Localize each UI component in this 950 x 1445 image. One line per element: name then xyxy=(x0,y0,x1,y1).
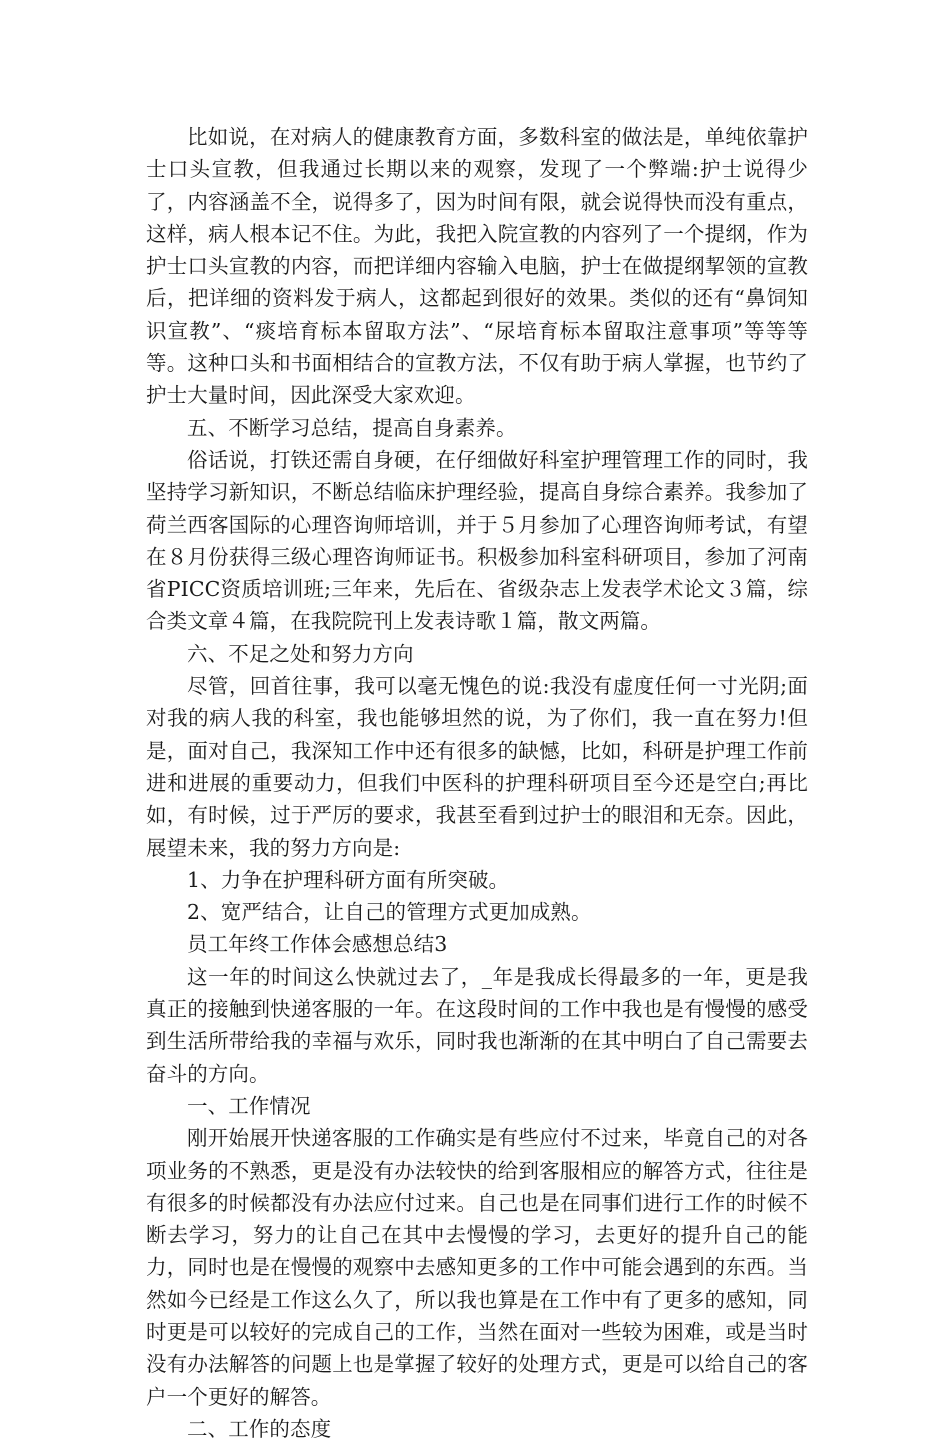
heading-work-situation: 一、工作情况 xyxy=(187,1093,311,1118)
paragraph-work-situation: 刚开始展开快递客服的工作确实是有些应付不过来，毕竟自己的对各项业务的不熟悉，更是没有办法较快的给到客服相应的解答方式，往往是有很多的时候都没有办法应付过来。自己也是在同事们进行工作的时候不断去学习，努力的让自己在其中去慢慢的学习，去更好的提升自己的能力，同时也是在慢慢的观察中去感知更多的工作中可能会遇到的东西。当然如今已经是工作这么久了，所以我也算是在工作中有了更多的感知，同时更是可以较好的完成自己的工作，当然在面对一些较为困难，或是当时没有办法解答的问题上也是掌握了较好的处理方式，更是可以给自己的客户一个更好的解答。 xyxy=(146,1126,808,1409)
list-item-goal-2: 2、宽严结合，让自己的管理方式更加成熟。 xyxy=(187,900,592,925)
paragraph-self-improvement: 俗话说，打铁还需自身硬，在仔细做好科室护理管理工作的同时，我坚持学习新知识，不断总结临床护理经验，提高自身综合素养。我参加了荷兰西客国际的心理咨询师培训，并于５月参加了心理咨询师考试，有望在８月份获得三级心理咨询师证书。积极参加科室科研项目，参加了河南省PICC资质培训班;三年来，先后在、省级杂志上发表学术论文３篇，综合类文章４篇，在我院院刊上发表诗歌１篇，散文两篇。 xyxy=(146,447,808,634)
article-title-summary-3: 员工年终工作体会感想总结3 xyxy=(187,932,448,957)
paragraph-shortcomings: 尽管，回首往事，我可以毫无愧色的说:我没有虚度任何一寸光阴;面对我的病人我的科室，我也能够坦然的说，为了你们，我一直在努力!但是，面对自己，我深知工作中还有很多的缺憾，比如，科研是护理工作前进和进展的重要动力，但我们中医科的护理科研项目至今还是空白;再比如，有时候，过于严厉的要求，我甚至看到过护士的眼泪和无奈。因此，展望未来，我的努力方向是: xyxy=(146,674,808,860)
document-body xyxy=(146,121,808,1445)
list-item-goal-1: 1、力争在护理科研方面有所突破。 xyxy=(187,867,510,892)
paragraph-year-intro: 这一年的时间这么快就过去了，_年是我成长得最多的一年，更是我真正的接触到快递客服的一年。在这段时间的工作中我也是有慢慢的感受到生活所带给我的幸福与欢乐，同时我也渐渐的在其中明白了自己需要去奋斗的方向。 xyxy=(146,964,808,1086)
heading-work-attitude: 二、工作的态度 xyxy=(187,1416,332,1441)
heading-section-five: 五、不断学习总结，提高自身素养。 xyxy=(187,415,517,440)
paragraph-health-education: 比如说，在对病人的健康教育方面，多数科室的做法是，单纯依靠护士口头宣教，但我通过长期以来的观察，发现了一个弊端:护士说得少了，内容涵盖不全，说得多了，因为时间有限，就会说得快而没有重点，这样，病人根本记不住。为此，我把入院宣教的内容列了一个提纲，作为护士口头宣教的内容，而把详细内容输入电脑，护士在做提纲挈领的宣教后，把详细的资料发于病人，这都起到很好的效果。类似的还有“鼻饲知识宣教”、“痰培育标本留取方法”、“尿培育标本留取注意事项”等等等等。这种口头和书面相结合的宣教方法，不仅有助于病人掌握，也节约了护士大量时间，因此深受大家欢迎。 xyxy=(146,125,808,408)
heading-section-six: 六、不足之处和努力方向 xyxy=(187,641,414,666)
